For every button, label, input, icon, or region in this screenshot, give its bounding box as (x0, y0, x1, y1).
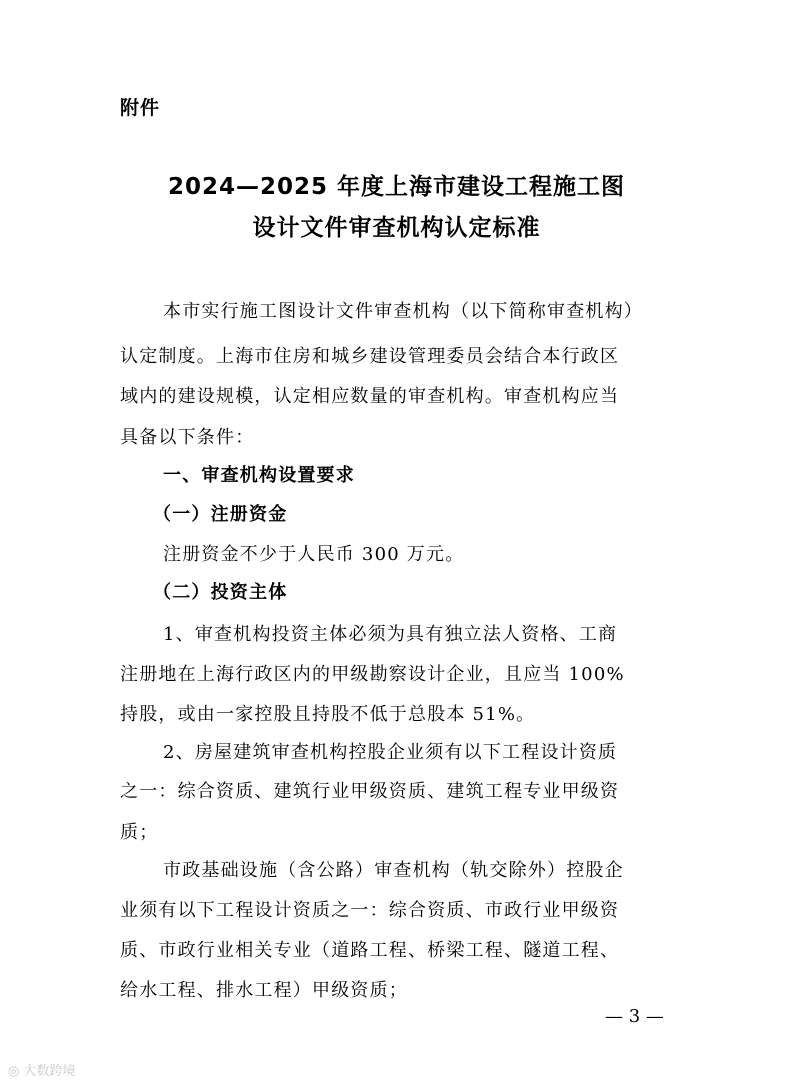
section-heading-1: 一、审查机构设置要求 (163, 465, 355, 486)
investor-item-1-line-1: 1、审查机构投资主体必须为具有独立法人资格、工商 (163, 624, 618, 645)
registered-capital-text: 注册资金不少于人民币 300 万元。 (163, 544, 465, 565)
document-title-line-2: 设计文件审查机构认定标准 (252, 215, 541, 241)
investor-item-3-line-2: 业须有以下工程设计资质之一：综合资质、市政行业甲级资 (120, 900, 620, 921)
investor-item-2-line-3: 质； (120, 822, 159, 843)
intro-line-1: 本市实行施工图设计文件审查机构（以下简称审查机构） (163, 301, 643, 322)
investor-item-1-line-3: 持股，或由一家控股且持股不低于总股本 51%。 (120, 704, 536, 725)
watermark (8, 1060, 76, 1079)
page-number: — 3 — (605, 1006, 664, 1027)
investor-item-3-line-1: 市政基础设施（含公路）审查机构（轨交除外）控股企 (163, 860, 624, 881)
attachment-label: 附件 (120, 97, 161, 119)
intro-line-4: 具备以下条件： (120, 427, 255, 448)
intro-line-3: 域内的建设规模，认定相应数量的审查机构。审查机构应当 (120, 386, 620, 407)
investor-item-1-line-2: 注册地在上海行政区内的甲级勘察设计企业，且应当 100% (120, 664, 625, 685)
intro-line-2: 认定制度。上海市住房和城乡建设管理委员会结合本行政区 (120, 346, 620, 367)
subsection-heading-investor: （二）投资主体 (153, 582, 288, 603)
watermark-logo-icon: ◎ (8, 1064, 20, 1079)
document-title-line-1: 2024—2025 年度上海市建设工程施工图 (167, 174, 626, 200)
investor-item-3-line-4: 给水工程、排水工程）甲级资质； (120, 980, 408, 1001)
investor-item-3-line-3: 质、市政行业相关专业（道路工程、桥梁工程、隧道工程、 (120, 940, 620, 961)
subsection-heading-registered-capital: （一）注册资金 (153, 504, 288, 525)
watermark-text: 大数跨境 (23, 1064, 76, 1079)
investor-item-2-line-2: 之一：综合资质、建筑行业甲级资质、建筑工程专业甲级资 (120, 781, 620, 802)
investor-item-2-line-1: 2、房屋建筑审查机构控股企业须有以下工程设计资质 (163, 742, 618, 763)
